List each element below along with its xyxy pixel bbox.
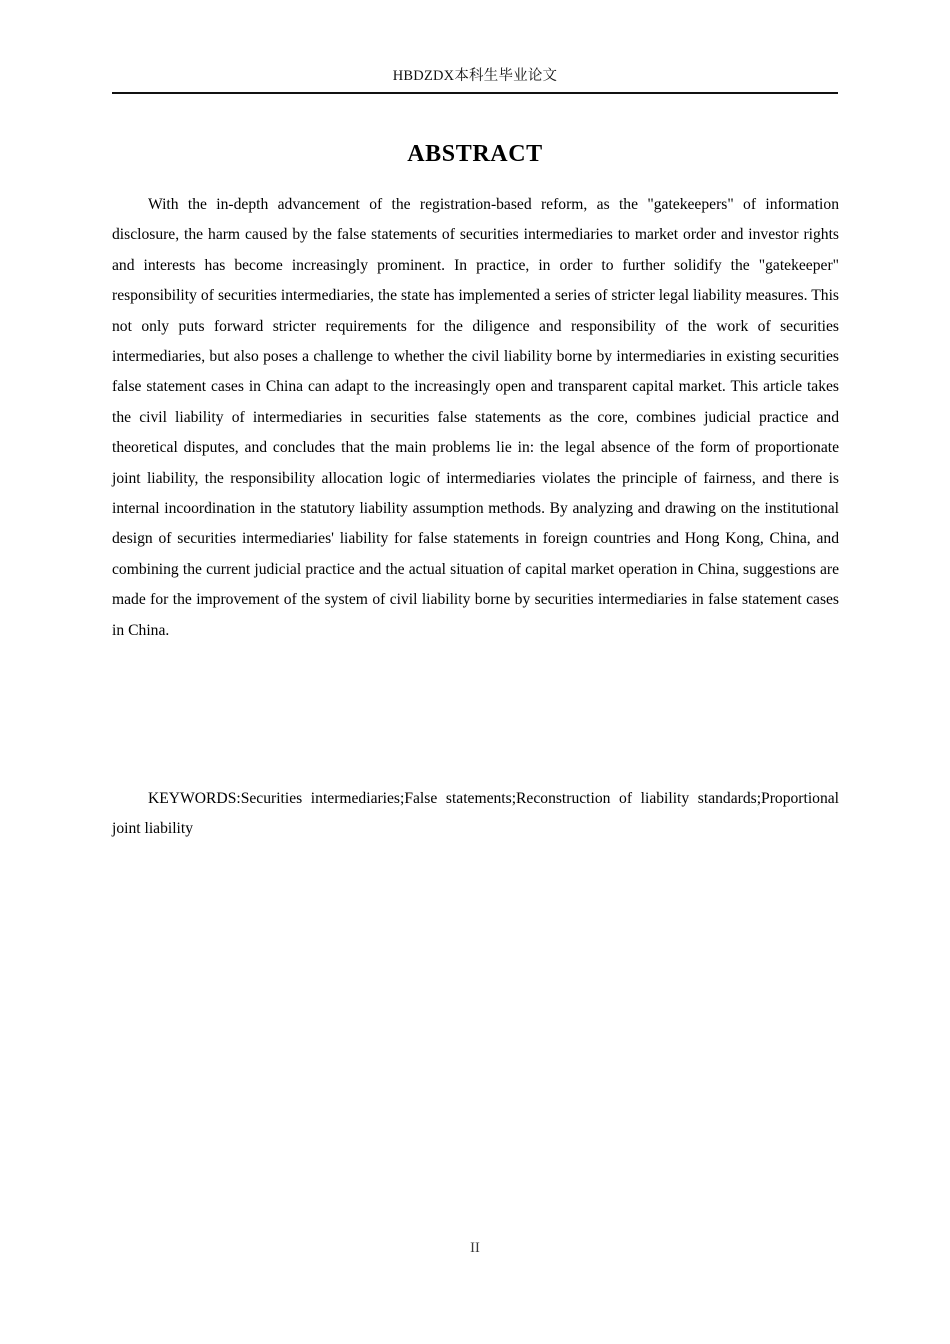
page-number: II [470, 1240, 480, 1256]
keywords-line: KEYWORDS:Securities intermediaries;False statements;Reconstruction of liability standards;Proportional joint liability [112, 790, 839, 838]
abstract-body [112, 190, 839, 646]
page-title: ABSTRACT [407, 141, 543, 168]
running-header-title: HBDZDX本科生毕业论文 [392, 68, 558, 84]
header-divider-rule [112, 92, 838, 94]
abstract-paragraph: With the in-depth advancement of the registration-based reform, as the "gatekeepers" of information disclosure, the harm caused by the false statements of securities intermediaries to market order and investor rights and interests has become increasingly prominent. In practice, in order to further solidify the "gatekeeper" responsibility of securities intermediaries, the state has implemented a series of stricter legal liability measures. This not only puts forward stricter requirements for the diligence and responsibility of the work of securities intermediaries, but also poses a challenge to whether the civil liability borne by intermediaries in existing securities false statement cases in China can adapt to the increasingly open and transparent capital market. This article takes the civil liability of intermediaries in securities false statements as the core, combines judicial practice and theoretical disputes, and concludes that the main problems lie in: the legal absence of the form of proportionate joint liability, the responsibility allocation logic of intermediaries violates the principle of fairness, and there is internal incoordination in the statutory liability assumption methods. By analyzing and drawing on the institutional design of securities intermediaries' liability for false statements in foreign countries and Hong Kong, China, and combining the current judicial practice and the actual situation of capital market operation in China, suggestions are made for the improvement of the system of civil liability borne by securities intermediaries in false statement cases in China. [112, 196, 839, 639]
page-footer [112, 1238, 838, 1258]
running-header [112, 66, 838, 86]
keywords-section [112, 784, 839, 845]
